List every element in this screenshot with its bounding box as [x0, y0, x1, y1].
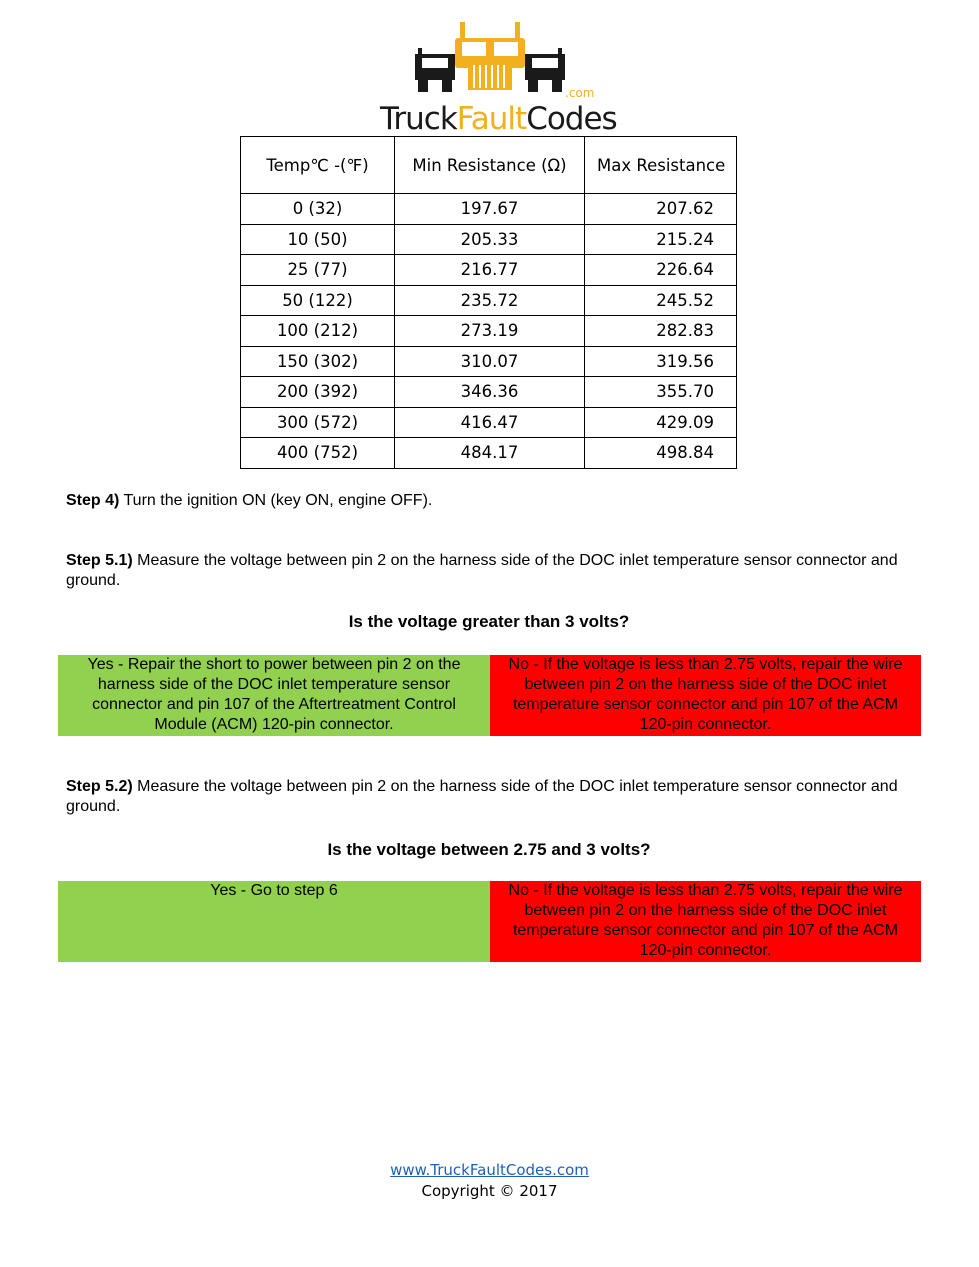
step-4-text: Turn the ignition ON (key ON, engine OFF). — [119, 492, 433, 509]
no-panel-5-1: No - If the voltage is less than 2.75 volts, repair the wire between pin 2 on the harness side of the DOC inlet temperature sensor connector and pin 107 of the ACM 120-pin connector. — [490, 655, 921, 736]
cell-min: 346.36 — [395, 377, 585, 408]
site-logo[interactable] — [370, 20, 617, 137]
cell-temp: 50 (122) — [241, 285, 395, 316]
cell-max: 319.56 — [585, 346, 737, 377]
logo-word-codes: Codes — [526, 101, 617, 137]
cell-temp: 100 (212) — [241, 316, 395, 347]
cell-max: 498.84 — [585, 438, 737, 469]
step-5-1-text: Measure the voltage between pin 2 on the harness side of the DOC inlet temperature sensor connector and ground. — [66, 552, 898, 589]
logo-word-truck: Truck — [380, 101, 457, 137]
cell-max: 355.70 — [585, 377, 737, 408]
no-panel-5-2: No - If the voltage is less than 2.75 volts, repair the wire between pin 2 on the harness side of the DOC inlet temperature sensor connector and pin 107 of the ACM 120-pin connector. — [490, 881, 921, 962]
cell-temp: 200 (392) — [241, 377, 395, 408]
cell-min: 416.47 — [395, 407, 585, 438]
cell-temp: 0 (32) — [241, 194, 395, 225]
cell-min: 273.19 — [395, 316, 585, 347]
logo-word-fault: Fault — [456, 101, 527, 137]
cell-temp: 25 (77) — [241, 255, 395, 286]
step-5-2-text: Measure the voltage between pin 2 on the harness side of the DOC inlet temperature sensor connector and ground. — [66, 778, 898, 815]
cell-max: 215.24 — [585, 224, 737, 255]
table-header-row — [241, 137, 737, 194]
table-row — [241, 346, 737, 377]
question-5-2: Is the voltage between 2.75 and 3 volts? — [327, 840, 651, 859]
cell-min: 235.72 — [395, 285, 585, 316]
table-row — [241, 194, 737, 225]
table-row — [241, 438, 737, 469]
cell-min: 197.67 — [395, 194, 585, 225]
table-row — [241, 316, 737, 347]
cell-temp: 150 (302) — [241, 346, 395, 377]
table-row — [241, 407, 737, 438]
header-temp: Temp℃ -(℉) — [241, 137, 395, 194]
cell-max: 282.83 — [585, 316, 737, 347]
step-5-2-label: Step 5.2) — [66, 778, 133, 795]
logo-com-text: .com — [565, 86, 595, 100]
cell-max: 245.52 — [585, 285, 737, 316]
logo-wordmark — [380, 101, 617, 137]
footer-copyright: Copyright © 2017 — [421, 1182, 558, 1200]
cell-temp: 400 (752) — [241, 438, 395, 469]
step-5-2 — [66, 777, 916, 817]
cell-max: 429.09 — [585, 407, 737, 438]
question-5-1: Is the voltage greater than 3 volts? — [348, 612, 630, 631]
cell-min: 216.77 — [395, 255, 585, 286]
step-4-label: Step 4) — [66, 492, 120, 509]
table-row — [241, 377, 737, 408]
footer-website-link[interactable]: www.TruckFaultCodes.com — [390, 1161, 589, 1179]
resistance-table — [240, 136, 737, 469]
cell-min: 205.33 — [395, 224, 585, 255]
truck-icon — [410, 20, 570, 95]
header-max-resistance: Max Resistance — [585, 137, 737, 194]
table-row — [241, 285, 737, 316]
step-5-1 — [66, 551, 916, 591]
cell-temp: 10 (50) — [241, 224, 395, 255]
cell-min: 484.17 — [395, 438, 585, 469]
cell-max: 207.62 — [585, 194, 737, 225]
table-row — [241, 255, 737, 286]
cell-min: 310.07 — [395, 346, 585, 377]
step-5-1-label: Step 5.1) — [66, 552, 133, 569]
yes-panel-5-2: Yes - Go to step 6 — [58, 881, 490, 962]
cell-max: 226.64 — [585, 255, 737, 286]
cell-temp: 300 (572) — [241, 407, 395, 438]
yes-panel-5-1: Yes - Repair the short to power between pin 2 on the harness side of the DOC inlet temperature sensor connector and pin 107 of the Aftertreatment Control Module (ACM) 120-pin connector. — [58, 655, 490, 736]
step-4 — [66, 491, 916, 511]
header-min-resistance: Min Resistance (Ω) — [395, 137, 585, 194]
table-row — [241, 224, 737, 255]
